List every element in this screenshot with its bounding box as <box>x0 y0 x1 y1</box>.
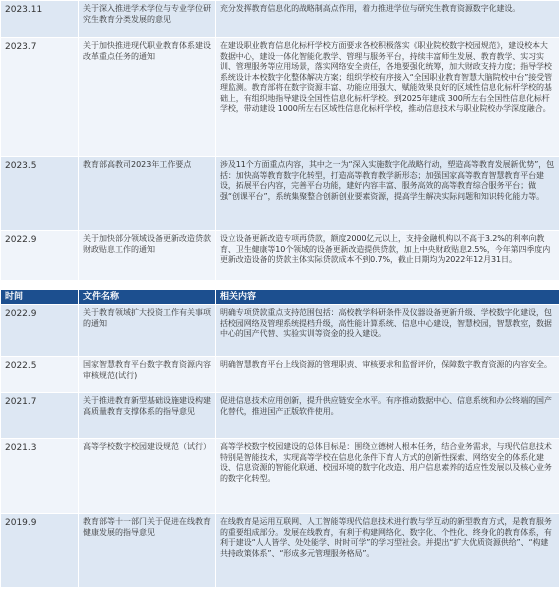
row-doc-name: 高等学校数字校园建设规范（试行） <box>79 439 216 514</box>
row-content: 设立设备更新改造专项再贷款，额度2000亿元以上，支持金融机构以不高于3.2%的利率向教育、卫生健康等10个领域的设备更新改造提供贷款，加上中央财政贴息2.5%，今年第四季度内更新改造设备的贷款主体实际贷款成本不到0.7%，截止日期均为2022年12月31日。 <box>216 231 559 281</box>
row-content: 在线教育是运用互联网、人工智能等现代信息技术进行教与学互动的新型教育方式，是教育服务的重要组成部分。发展在线教育，有利于构建网络化、数字化、个性化、终身化的教育体系，有利于建设“人人皆学、处处能学、时时可学”的学习型社会。并提出“扩大优质资源供给”、“构建共持政策体系”、“形成多元管理服务格局”。 <box>216 514 559 588</box>
table-row <box>1 357 559 393</box>
table-row <box>1 38 559 157</box>
table-row <box>1 157 559 231</box>
row-year: 2022.9 <box>1 231 79 281</box>
table-row <box>1 1 559 38</box>
table-row <box>1 305 559 357</box>
row-doc-name: 国家智慧教育平台数字教育资源内容审核规范(试行) <box>79 357 216 393</box>
row-year: 2022.9 <box>1 305 79 357</box>
row-year: 2021.7 <box>1 393 79 439</box>
row-content: 充分发挥教育信息化的战略制高点作用，着力推进学位与研究生教育资源数字化建设。 <box>216 1 559 38</box>
row-doc-name: 教育部等十一部门关于促进在线教育健康发展的指导意见 <box>79 514 216 588</box>
table-separator <box>0 280 559 289</box>
table-row <box>1 393 559 439</box>
row-doc-name: 关于加快部分领域设备更新改造贷款财政贴息工作的通知 <box>79 231 216 281</box>
header-year: 时间 <box>1 290 79 305</box>
row-doc-name: 关于推进教育新型基础设施建设构建高质量教育支撑体系的指导意见 <box>79 393 216 439</box>
row-content: 明确智慧教育平台上线资源的管理职责、审核要求和监督评价，保障数字教育资源的内容安全。 <box>216 357 559 393</box>
row-doc-name: 关于深入推进学术学位与专业学位研究生教育分类发展的意见 <box>79 1 216 38</box>
policy-table-bottom <box>0 289 559 588</box>
row-content: 涉及11个方面重点内容，其中之一为“深入实施数字化战略行动，塑造高等教育发展新优势”，包括：加快高等教育数字化转型，打造高等教育教学新形态；加强国家高等教育智慧教育平台建设，拓展平台内容，完善平台功能，建好内容丰富、服务高效的高等教育综合服务平台；做强“创课平台”，系统集聚整合创新创业要素资源，提高学生解决实际问题和知识转化能力等。 <box>216 157 559 231</box>
table-row <box>1 514 559 588</box>
table-row <box>1 231 559 281</box>
row-content: 明确专项贷款重点支持范围包括：高校教学科研条件及仪器设备更新升级、学校数字化建设，包括校园网络及管理系统提档升级，高性能计算系统、信息中心建设，智慧校园，智慧教室，数据中心的国产代替、实验实训等资金的投入建设。 <box>216 305 559 357</box>
policy-table-top <box>0 0 559 281</box>
table-header-row <box>1 290 559 305</box>
row-year: 2023.11 <box>1 1 79 38</box>
row-year: 2022.5 <box>1 357 79 393</box>
header-doc-name: 文件名称 <box>79 290 216 305</box>
row-year: 2019.9 <box>1 514 79 588</box>
row-year: 2021.3 <box>1 439 79 514</box>
row-doc-name: 关于加快推进现代职业教育体系建设改革重点任务的通知 <box>79 38 216 157</box>
row-doc-name: 教育部高教司2023年工作要点 <box>79 157 216 231</box>
row-year: 2023.7 <box>1 38 79 157</box>
row-content: 高等学校数字校园建设的总体目标是：围绕立德树人根本任务，结合业务需求，与现代信息技术特别是智能技术，实现高等学校在信息化条件下育人方式的创新性探索、网络安全的体系化建设、信息资源的智能化联通、校园环境的数字化改造、用户信息素养的适应性发展以及核心业务的数字化转型。 <box>216 439 559 514</box>
row-content: 在建设职业教育信息化标杆学校方面要求各校积极落实《职业院校数字校园规范》，建设校本大数据中心，建设一体化智能化教学、管理与服务平台，持续丰富师生发展、教育教学、实习实训、管理服务等应用场景，落实网络安全责任，各地要强化统筹，加大财政支持力度；指导学校系统设计本校数字化整体解决方案；组织学校有序接入“全国职业教育智慧大脑院校中台”接受管理监测。教育部将在数字资源丰富、功能应用强大、赋能效果良好的区域性信息化标杆学校的基础上，有组织地指导建设全国性信息化标杆学校。到2025年建成 300所左右全国性信息化标杆学校，带动建设 1000所左右区域性信息化标杆学校，推动信息技术与职业院校办学深度融合。 <box>216 38 559 157</box>
row-content: 促进信息技术应用创新，提升供应链安全水平。有序推动数据中心、信息系统和办公终端的国产化替代，推进国产正版软件使用。 <box>216 393 559 439</box>
table-row <box>1 439 559 514</box>
row-year: 2023.5 <box>1 157 79 231</box>
header-content: 相关内容 <box>216 290 559 305</box>
row-doc-name: 关于教育领域扩大投资工作有关事项的通知 <box>79 305 216 357</box>
